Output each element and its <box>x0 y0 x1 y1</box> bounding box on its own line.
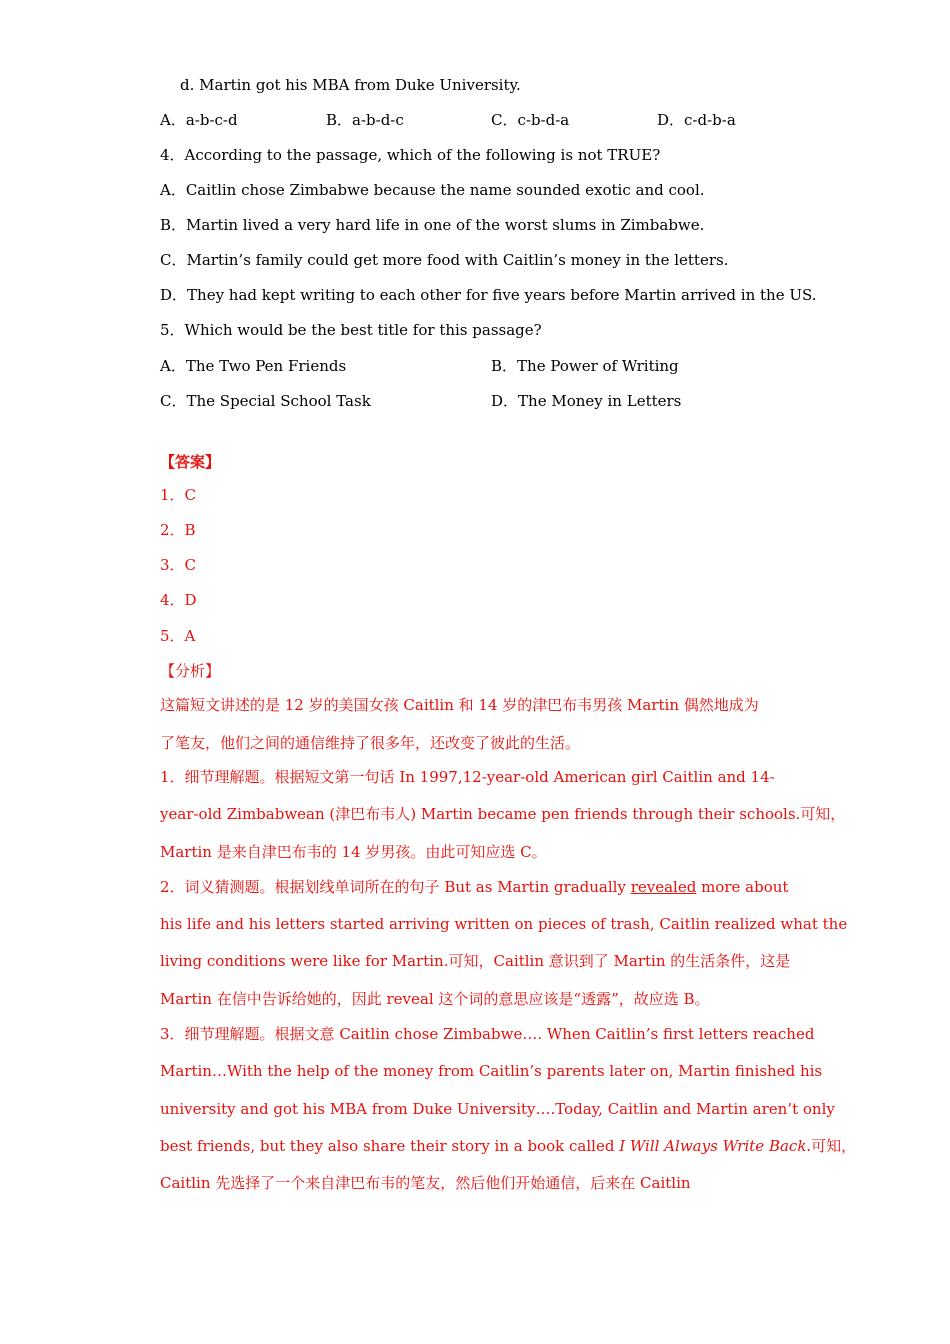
explanation-3-text: best friends, but they also share their story in a book called <box>160 1137 620 1155</box>
answer-item: 1．C <box>160 486 197 504</box>
explanation-3-line <box>160 1136 856 1156</box>
answer-item: 4．D <box>160 591 197 609</box>
explanation-1-line: Martin 是来自津巴布韦的 14 岁男孩。由此可知应选 C。 <box>160 843 547 861</box>
q3-option-d: D．c-d-b-a <box>657 111 736 129</box>
q4-option-c: C．Martin’s family could get more food with Caitlin’s money in the letters. <box>160 251 729 269</box>
analysis-summary-line: 这篇短文讲述的是 12 岁的美国女孩 Caitlin 和 14 岁的津巴布韦男孩 Martin 偶然地成为 <box>160 696 759 714</box>
answer-item: 5．A <box>160 627 196 645</box>
q3-option-b: B．a-b-d-c <box>326 111 404 129</box>
q5-option-a: A．The Two Pen Friends <box>160 357 347 375</box>
q3-item-d: d. Martin got his MBA from Duke University. <box>180 76 521 94</box>
explanation-2-text: 2．词义猜测题。根据划线单词所在的句子 But as Martin gradually <box>160 878 631 896</box>
q3-option-c: C．c-b-d-a <box>491 111 570 129</box>
book-title: I Will Always Write Back <box>619 1137 807 1155</box>
q5-option-d: D．The Money in Letters <box>491 392 682 410</box>
explanation-3-line: 3．细节理解题。根据文意 Caitlin chose Zimbabwe…. When Caitlin’s first letters reached <box>160 1025 815 1043</box>
explanation-2-line: Martin 在信中告诉给她的，因此 reveal 这个词的意思应该是“透露”，故应选 B。 <box>160 990 710 1008</box>
q4-option-d: D．They had kept writing to each other for five years before Martin arrived in the US. <box>160 286 817 304</box>
q4-option-a: A．Caitlin chose Zimbabwe because the name sounded exotic and cool. <box>160 181 705 199</box>
q5-option-c: C．The Special School Task <box>160 392 371 410</box>
explanation-2-text: more about <box>696 878 789 896</box>
answer-heading: 【答案】 <box>160 453 221 471</box>
explanation-1-line: 1．细节理解题。根据短文第一句话 In 1997,12-year-old American girl Caitlin and 14- <box>160 768 775 786</box>
analysis-heading: 【分析】 <box>160 662 221 680</box>
explanation-2-line <box>160 877 788 897</box>
answer-item: 2．B <box>160 521 196 539</box>
explanation-1-line: year-old Zimbabwean (津巴布韦人) Martin became pen friends through their schools.可知， <box>160 805 846 823</box>
q3-option-a: A．a-b-c-d <box>160 111 238 129</box>
explanation-3-text: .可知， <box>806 1137 857 1155</box>
explanation-3-line: Martin…With the help of the money from Caitlin’s parents later on, Martin finished his <box>160 1062 823 1080</box>
explanation-2-line: his life and his letters started arriving written on pieces of trash, Caitlin realized what the <box>160 915 848 933</box>
answer-item: 3．C <box>160 556 197 574</box>
q4-option-b: B．Martin lived a very hard life in one of the worst slums in Zimbabwe. <box>160 216 705 234</box>
analysis-summary-line: 了笔友，他们之间的通信维持了很多年，还改变了彼此的生活。 <box>160 734 581 752</box>
q4-stem: 4．According to the passage, which of the following is not TRUE? <box>160 146 661 164</box>
q5-stem: 5．Which would be the best title for this passage? <box>160 321 542 339</box>
q5-option-b: B．The Power of Writing <box>491 357 679 375</box>
explanation-3-line: Caitlin 先选择了一个来自津巴布韦的笔友，然后他们开始通信，后来在 Caitlin <box>160 1174 691 1192</box>
explanation-2-line: living conditions were like for Martin.可知，Caitlin 意识到了 Martin 的生活条件，这是 <box>160 952 791 970</box>
explanation-3-line: university and got his MBA from Duke University….Today, Caitlin and Martin aren’t only <box>160 1100 835 1118</box>
underlined-word: revealed <box>630 878 697 896</box>
